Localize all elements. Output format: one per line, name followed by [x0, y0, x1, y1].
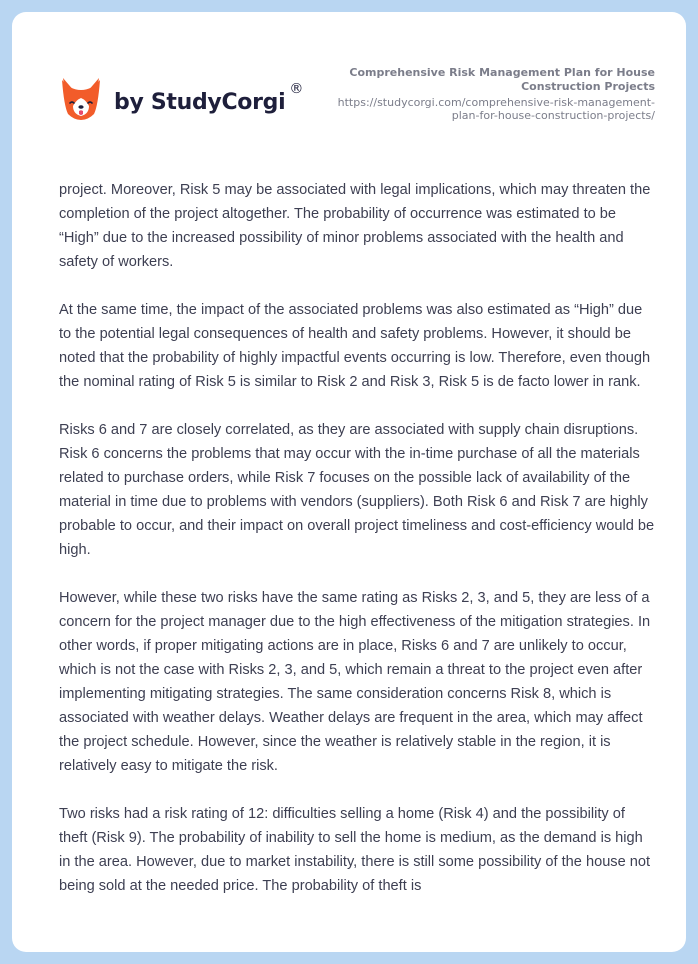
document-body: [59, 178, 655, 922]
page-header: [12, 12, 686, 162]
paragraph: Risks 6 and 7 are closely correlated, as they are associated with supply chain disruptions. Risk 6 concerns the problems that may occur with the in-time purchase of all the materials related to purchase orders, while Risk 7 focuses on the possible lack of availability of the material in time due to problems with vendors (suppliers). Both Risk 6 and Risk 7 are highly probable to occur, and their impact on overall project timeliness and cost-efficiency would be high.: [59, 422, 655, 558]
document-title: Comprehensive Risk Management Plan for House Construction Projects: [349, 66, 655, 93]
paragraph: Two risks had a risk rating of 12: difficulties selling a home (Risk 4) and the possibility of theft (Risk 9). The probability of inability to sell the home is medium, as the demand is high in the area. However, due to market instability, there is still some possibility of the house not being sold at the needed price. The probability of theft is: [59, 806, 651, 894]
paragraph: project. Moreover, Risk 5 may be associated with legal implications, which may threaten the completion of the project altogether. The probability of occurrence was estimated to be “High” due to the increased possibility of minor problems associated with the health and safety of workers.: [59, 182, 651, 270]
document-url[interactable]: https://studycorgi.com/comprehensive-risk-management-plan-for-house-construction-projects/: [337, 96, 655, 122]
studycorgi-logo[interactable]: [60, 76, 303, 122]
document-meta: [315, 66, 655, 122]
corgi-logo-icon: [60, 76, 102, 122]
logo-text: by StudyCorgi: [114, 89, 286, 115]
paragraph: However, while these two risks have the same rating as Risks 2, 3, and 5, they are less of a concern for the project manager due to the high effectiveness of the mitigation strategies. In other words, if proper mitigating actions are in place, Risks 6 and 7 are unlikely to occur, which is not the case with Risks 2, 3, and 5, which remain a threat to the project even after implementing mitigating strategies. The same consideration concerns Risk 8, which is associated with weather delays. Weather delays are frequent in the area, which may affect the project schedule. However, since the weather is relatively stable in the region, it is relatively easy to mitigate the risk.: [59, 590, 651, 774]
paragraph: At the same time, the impact of the associated problems was also estimated as “High” due to the potential legal consequences of health and safety problems. However, it should be noted that the probability of highly impactful events occurring is low. Therefore, even though the nominal rating of Risk 5 is similar to Risk 2 and Risk 3, Risk 5 is de facto lower in rank.: [59, 302, 651, 390]
registered-mark-icon: ®: [289, 81, 304, 97]
document-page: [12, 12, 686, 952]
